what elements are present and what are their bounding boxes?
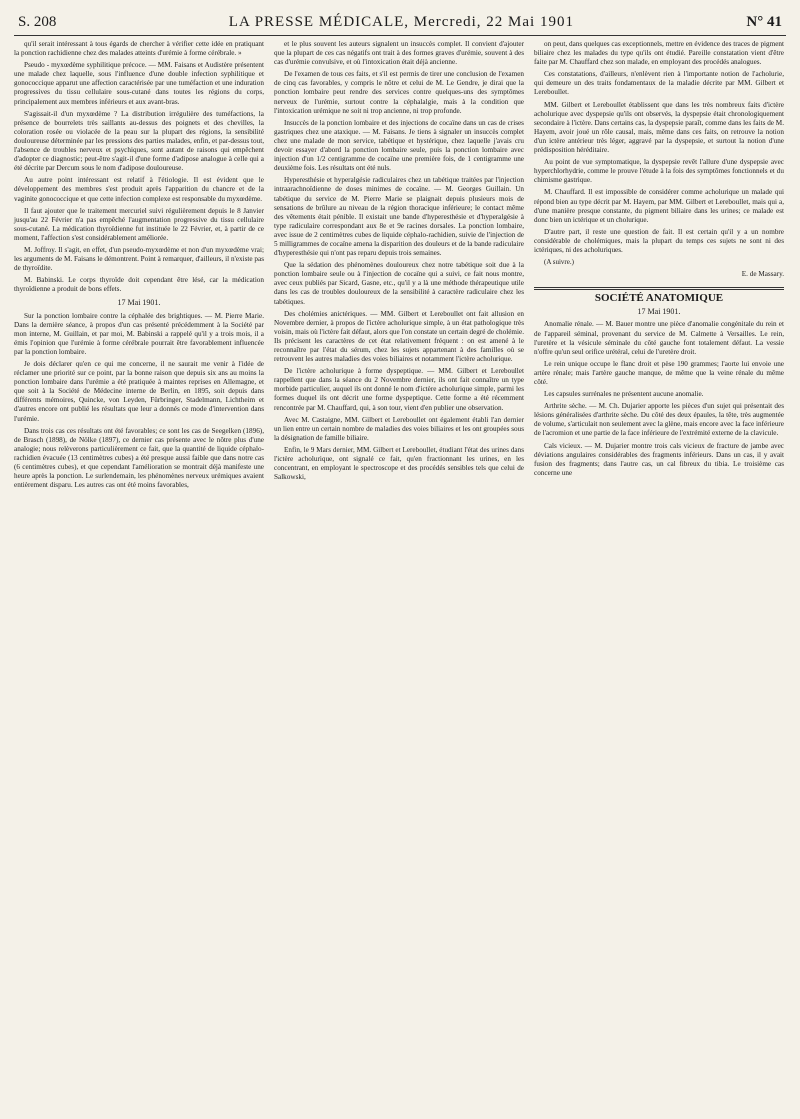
paragraph: Dans trois cas ces résultats ont été favorables; ce sont les cas de Seegelken (1896), de Brasch (1898), de Nölke (1897), ce dernier cas présente avec le nôtre plus d'une analogie; nous relèverons particulièrement ce fait, que la quantité de liquide céphalo-rachidien évacuée (13 centimètres cubes) a été presque aussi faible que dans notre cas (6 centimètres cubes), et que cependant l'amélioration se montrait déjà manifeste une heure après la ponction. Le surlendemain, les phénomènes nerveux urémiques avaient entièrement disparu. Les autres cas ont été moins favorables, xyxy=(14,426,264,490)
paragraph: Arthrite sèche. — M. Ch. Dujarier apporte les pièces d'un sujet qui présentait des lésions généralisées d'arthrite sèche. Du côté des deux épaules, la tête, très augmentée de volume, s'articulait non seulement avec la glène, mais encore avec la face inférieure de l'acromion et une partie de la face inférieure de l'extrémité externe de la clavicule. xyxy=(534,402,784,438)
column-1 xyxy=(14,40,264,493)
page-header xyxy=(14,14,786,36)
paragraph: Ces constatations, d'ailleurs, n'enlèvent rien à l'importante notion de l'acholurie, qui demeure un des traits fondamentaux de la maladie décrite par MM. Gilbert et Lereboullet. xyxy=(534,70,784,97)
column-3 xyxy=(534,40,784,493)
paragraph: De l'ictère acholurique à forme dyspeptique. — MM. Gilbert et Lereboullet rappellent que dans la séance du 2 Novembre dernier, ils ont fait connaître un type morbide particulier, auquel ils ont donné le nom d'ictère acholurique simple, parmi les formes duquel ils ont décrit une forme dyspeptique. Cette forme a été récemment rencontrée par M. Chauffard, qui, à son tour, vient d'en publier une observation. xyxy=(274,367,524,412)
paragraph: Insuccès de la ponction lombaire et des injections de cocaïne dans un cas de crises gastriques chez une ataxique. — M. Faisans. Je tiens à signaler un insuccès complet chez une malade de mon service, tabétique et hystérique, chez laquelle j'avais cru devoir essayer d'abord la ponction lombaire seule, puis la ponction lombaire avec injection d'un 1/2 centigramme de cocaïne une première fois, de 1 centigramme une deuxième fois. Les résultats ont été nuls. xyxy=(274,118,524,173)
paragraph: Avec M. Castaigne, MM. Gilbert et Lereboullet ont également établi l'an dernier un lien entre un certain nombre de maladies des voies biliaires et les ont groupées sous la désignation de famille biliaire. xyxy=(274,415,524,442)
paragraph: D'autre part, il reste une question de fait. Il est certain qu'il y a un nombre considérable de cholémiques, mais la plupart du temps ces sujets ne sont ni des ictériques, ni des acholuriques. xyxy=(534,227,784,254)
paragraph: M. Babinski. Le corps thyroïde doit cependant être lésé, car la médication thyroïdienne a produit de bons effets. xyxy=(14,276,264,294)
paragraph: Il faut ajouter que le traitement mercuriel suivi régulièrement depuis le 8 Janvier jusqu'au 22 Février n'a pas empêché l'augmentation progressive du tissu cellulaire sous-cutané. La médication thyroïdienne fut instituée le 22 Février, et, à partir de ce moment, l'affection s'est considérablement améliorée. xyxy=(14,206,264,242)
paragraph: Au point de vue symptomatique, la dyspepsie revêt l'allure d'une dyspepsie avec hyperchlorhydrie, comme le prouve l'étude à la fois des symptômes fonctionnels et du chimisme gastrique. xyxy=(534,158,784,185)
paragraph: Des cholémies anictériques. — MM. Gilbert et Lereboullet ont fait allusion en Novembre dernier, à propos de l'ictère acholurique simple, à un état pathologique très voisin, mais où l'ictère fait défaut, alors que l'on constate un certain degré de cholémie. Ils précisent les caractères de cet état relativement fréquent : on est amené à le reconnaître par l'état du sérum, chez les sujets appartenant à des familles où se retrouvent les autres maladies des voies biliaires et notamment l'ictère acholurique. xyxy=(274,309,524,364)
paragraph: M. Chauffard. Il est impossible de considérer comme acholurique un malade qui répond bien au type décrit par M. Hayem, par MM. Gilbert et Lereboullet, mais qui a, d'une manière presque constante, du pigment biliaire dans les urines; ce malade est donc bien un ictérique et un cholurique. xyxy=(534,188,784,224)
paragraph: Cals vicieux. — M. Dujarier montre trois cals vicieux de fracture de jambe avec déviations angulaires considérables des fragments inférieurs. Dans un cas, il y avait fusion des fragments; dans l'autre cas, un cal fibreux du tibia. Le troisième cas concerne une xyxy=(534,441,784,477)
paragraph: qu'il serait intéressant à tous égards de chercher à vérifier cette idée en pratiquant la ponction rachidienne chez des malades atteints d'urémie à forme cérébrale. » xyxy=(14,40,264,58)
paragraph: Sur la ponction lombaire contre la céphalée des brightiques. — M. Pierre Marie. Dans la dernière séance, à propos d'un cas présenté précédemment à la Société par mon interne, M. Guillain, et par moi, M. Babinski a rappelé qu'il y a trois mois, il a émis l'opinion que l'urémie à forme cérébrale pourrait être favorablement influencée par la ponction lombaire. xyxy=(14,311,264,356)
continued-note: (A suivre.) xyxy=(544,258,574,267)
date-heading: 17 Mai 1901. xyxy=(117,298,161,308)
paragraph: Je dois déclarer qu'en ce qui me concerne, il ne saurait me venir à l'idée de réclamer une priorité sur ce point, par la bonne raison que depuis six ans au moins la ponction lombaire dans l'urémie a été pratiquée à maintes reprises en Allemagne, et que soit à la Société de Médecine interne de Berlin, en 1895, soit depuis dans différents mémoires, Quincke, von Leyden, Fürbringer, Stadelmann, Lichtheim et d'autres encore ont publié les résultats que leur a donnés ce mode d'intervention dans l'urémie. xyxy=(14,360,264,423)
paragraph: S'agissait-il d'un myxœdème ? La distribution irrégulière des tuméfactions, la présence de bourrelets très saillants au-dessus des poignets et des chevilles, la coloration rosée ou violacée de la peau sur la plupart des régions, la sensibilité douloureuse déterminée par les pressions des parties malades, enfin, et par-dessus tout, l'absence de troubles nerveux et psychiques, sont autant de raisons qui empêchent d'adopter ce diagnostic; peut-être s'agit-il d'une forme d'adipose analogue à celle qui a été décrite par Dercum sous le nom d'adipose douloureuse. xyxy=(14,109,264,173)
paragraph: MM. Gilbert et Lereboullet établissent que dans les très nombreux faits d'ictère acholurique avec dyspepsie qu'ils ont observés, la dyspepsie était chronologiquement secondaire à l'ictère. Dans certains cas, la dyspepsie paraît, comme dans les faits de M. Hayem, avoir joué un rôle causal, mais, même dans ces faits, on retrouve la notion d'un ictère antérieur très léger, aggravé par la dyspepsie, et surtout la notion d'une prédisposition héréditaire. xyxy=(534,100,784,155)
section-title: SOCIÉTÉ ANATOMIQUE xyxy=(534,287,784,303)
newspaper-title: LA PRESSE MÉDICALE, Mercredi, 22 Mai 1901 xyxy=(228,14,574,30)
paragraph: Le rein unique occupe le flanc droit et pèse 190 grammes; l'aorte lui envoie une artère rénale; mais l'artère gauche manque, de même que la veine rénale du même côté. xyxy=(534,359,784,386)
columns xyxy=(14,40,786,493)
paragraph: De l'examen de tous ces faits, et s'il est permis de tirer une conclusion de l'examen de cinq cas favorables, y compris le nôtre et celui de M. Le Gendre, je dirai que la ponction lombaire peut rendre des services contre quelques-uns des symptômes nerveux de l'urémie, surtout contre la céphalalgie, mais à la condition que l'intoxication urémique ne soit ni trop ancienne, ni trop profonde. xyxy=(274,70,524,115)
paragraph: Les capsules surrénales ne présentent aucune anomalie. xyxy=(544,390,704,399)
section-date: 17 Mai 1901. xyxy=(637,307,681,317)
issue-number: N° 41 xyxy=(746,14,782,30)
author-signature: E. de Massary. xyxy=(741,270,784,279)
column-2 xyxy=(274,40,524,493)
paragraph: et le plus souvent les auteurs signalent un insuccès complet. Il convient d'ajouter que la plupart de ces cas négatifs ont trait à des formes graves d'urémie, souvent à des cas d'urémie convulsive, et où l'intoxication était déjà ancienne. xyxy=(274,40,524,67)
paragraph: Pseudo - myxœdème syphilitique précoce. — MM. Faisans et Audistère présentent une malade chez laquelle, sous l'influence d'une double infection syphilitique et gonococcique apparut une affection caractérisée par une tuméfaction et une induration progressives du tissu cellulaire sous-cutané dans toutes les régions du corps, principalement aux membres inférieurs et aux avant-bras. xyxy=(14,61,264,106)
paragraph: Au autre point intéressant est relatif à l'étiologie. Il est évident que le développement des membres s'est produit après l'apparition du chancre et de la vaginite gonococcique et que cette infection complexe est responsable du myxœdème. xyxy=(14,176,264,203)
paragraph: Que la sédation des phénomènes douloureux chez notre tabétique soit due à la ponction lombaire seule ou à l'injection de cocaïne qui a suivi, ce fait nous montre, avec ceux publiés par Sicard, Gasne, etc., qu'il y a là une méthode thérapeutique utile dans les cas de troubles douloureux de la sensibilité à caractère radiculaire chez les tabétiques. xyxy=(274,261,524,306)
paragraph: Hyperesthésie et hyperalgésie radiculaires chez un tabétique traitées par l'injection intraarachnoïdienne de doses minimes de cocaïne. — M. Georges Guillain. Un tabétique du service de M. Pierre Marie se plaignait depuis plusieurs mois de sensations de brûlure au niveau de la région thoracique inférieure; le contact même des vêtements était pénible. Il existait une bande d'hyperesthésie et d'hyperalgésie à type radiculaire correspondant aux 8e et 9e racines dorsales. La ponction lombaire, avec issue de 2 centimètres cubes de liquide céphalo-rachidien, suivie de l'injection de 5 milligrammes de cocaïne amena la disparition des douleurs et de la bande radiculaire d'hyperesthésie qui n'ont pas reparu depuis trois semaines. xyxy=(274,176,524,258)
paragraph: on peut, dans quelques cas exceptionnels, mettre en évidence des traces de pigment biliaire chez les malades du type qu'ils ont étudié. Pareille constatation vient d'être faite par M. Chauffard chez son malade, en employant des procédés analogues. xyxy=(534,40,784,67)
paragraph: Anomalie rénale. — M. Bauer montre une pièce d'anomalie congénitale du rein et de l'appareil séminal, provenant du service de M. Calmette à Versailles. Le rein, l'uretère et la vésicule séminale du côté gauche font totalement défaut. La vessie n'offre qu'un seul orifice urétéral, celui de l'uretère droit. xyxy=(534,320,784,356)
page-number: S. 208 xyxy=(18,14,57,30)
paragraph: M. Joffroy. Il s'agit, en effet, d'un pseudo-myxœdème et non d'un myxœdème vrai; les arguments de M. Faisans le démontrent. Point à remarquer, d'ailleurs, il n'existe pas de thyroïdite. xyxy=(14,245,264,273)
paragraph: Enfin, le 9 Mars dernier, MM. Gilbert et Lereboullet, étudiant l'état des urines dans l'ictère acholurique, ont signalé ce fait, qu'en fractionnant les urines, en les concentrant, en employant le spectroscope et des procédés sensibles tels que celui de Salkowski, xyxy=(274,445,524,482)
